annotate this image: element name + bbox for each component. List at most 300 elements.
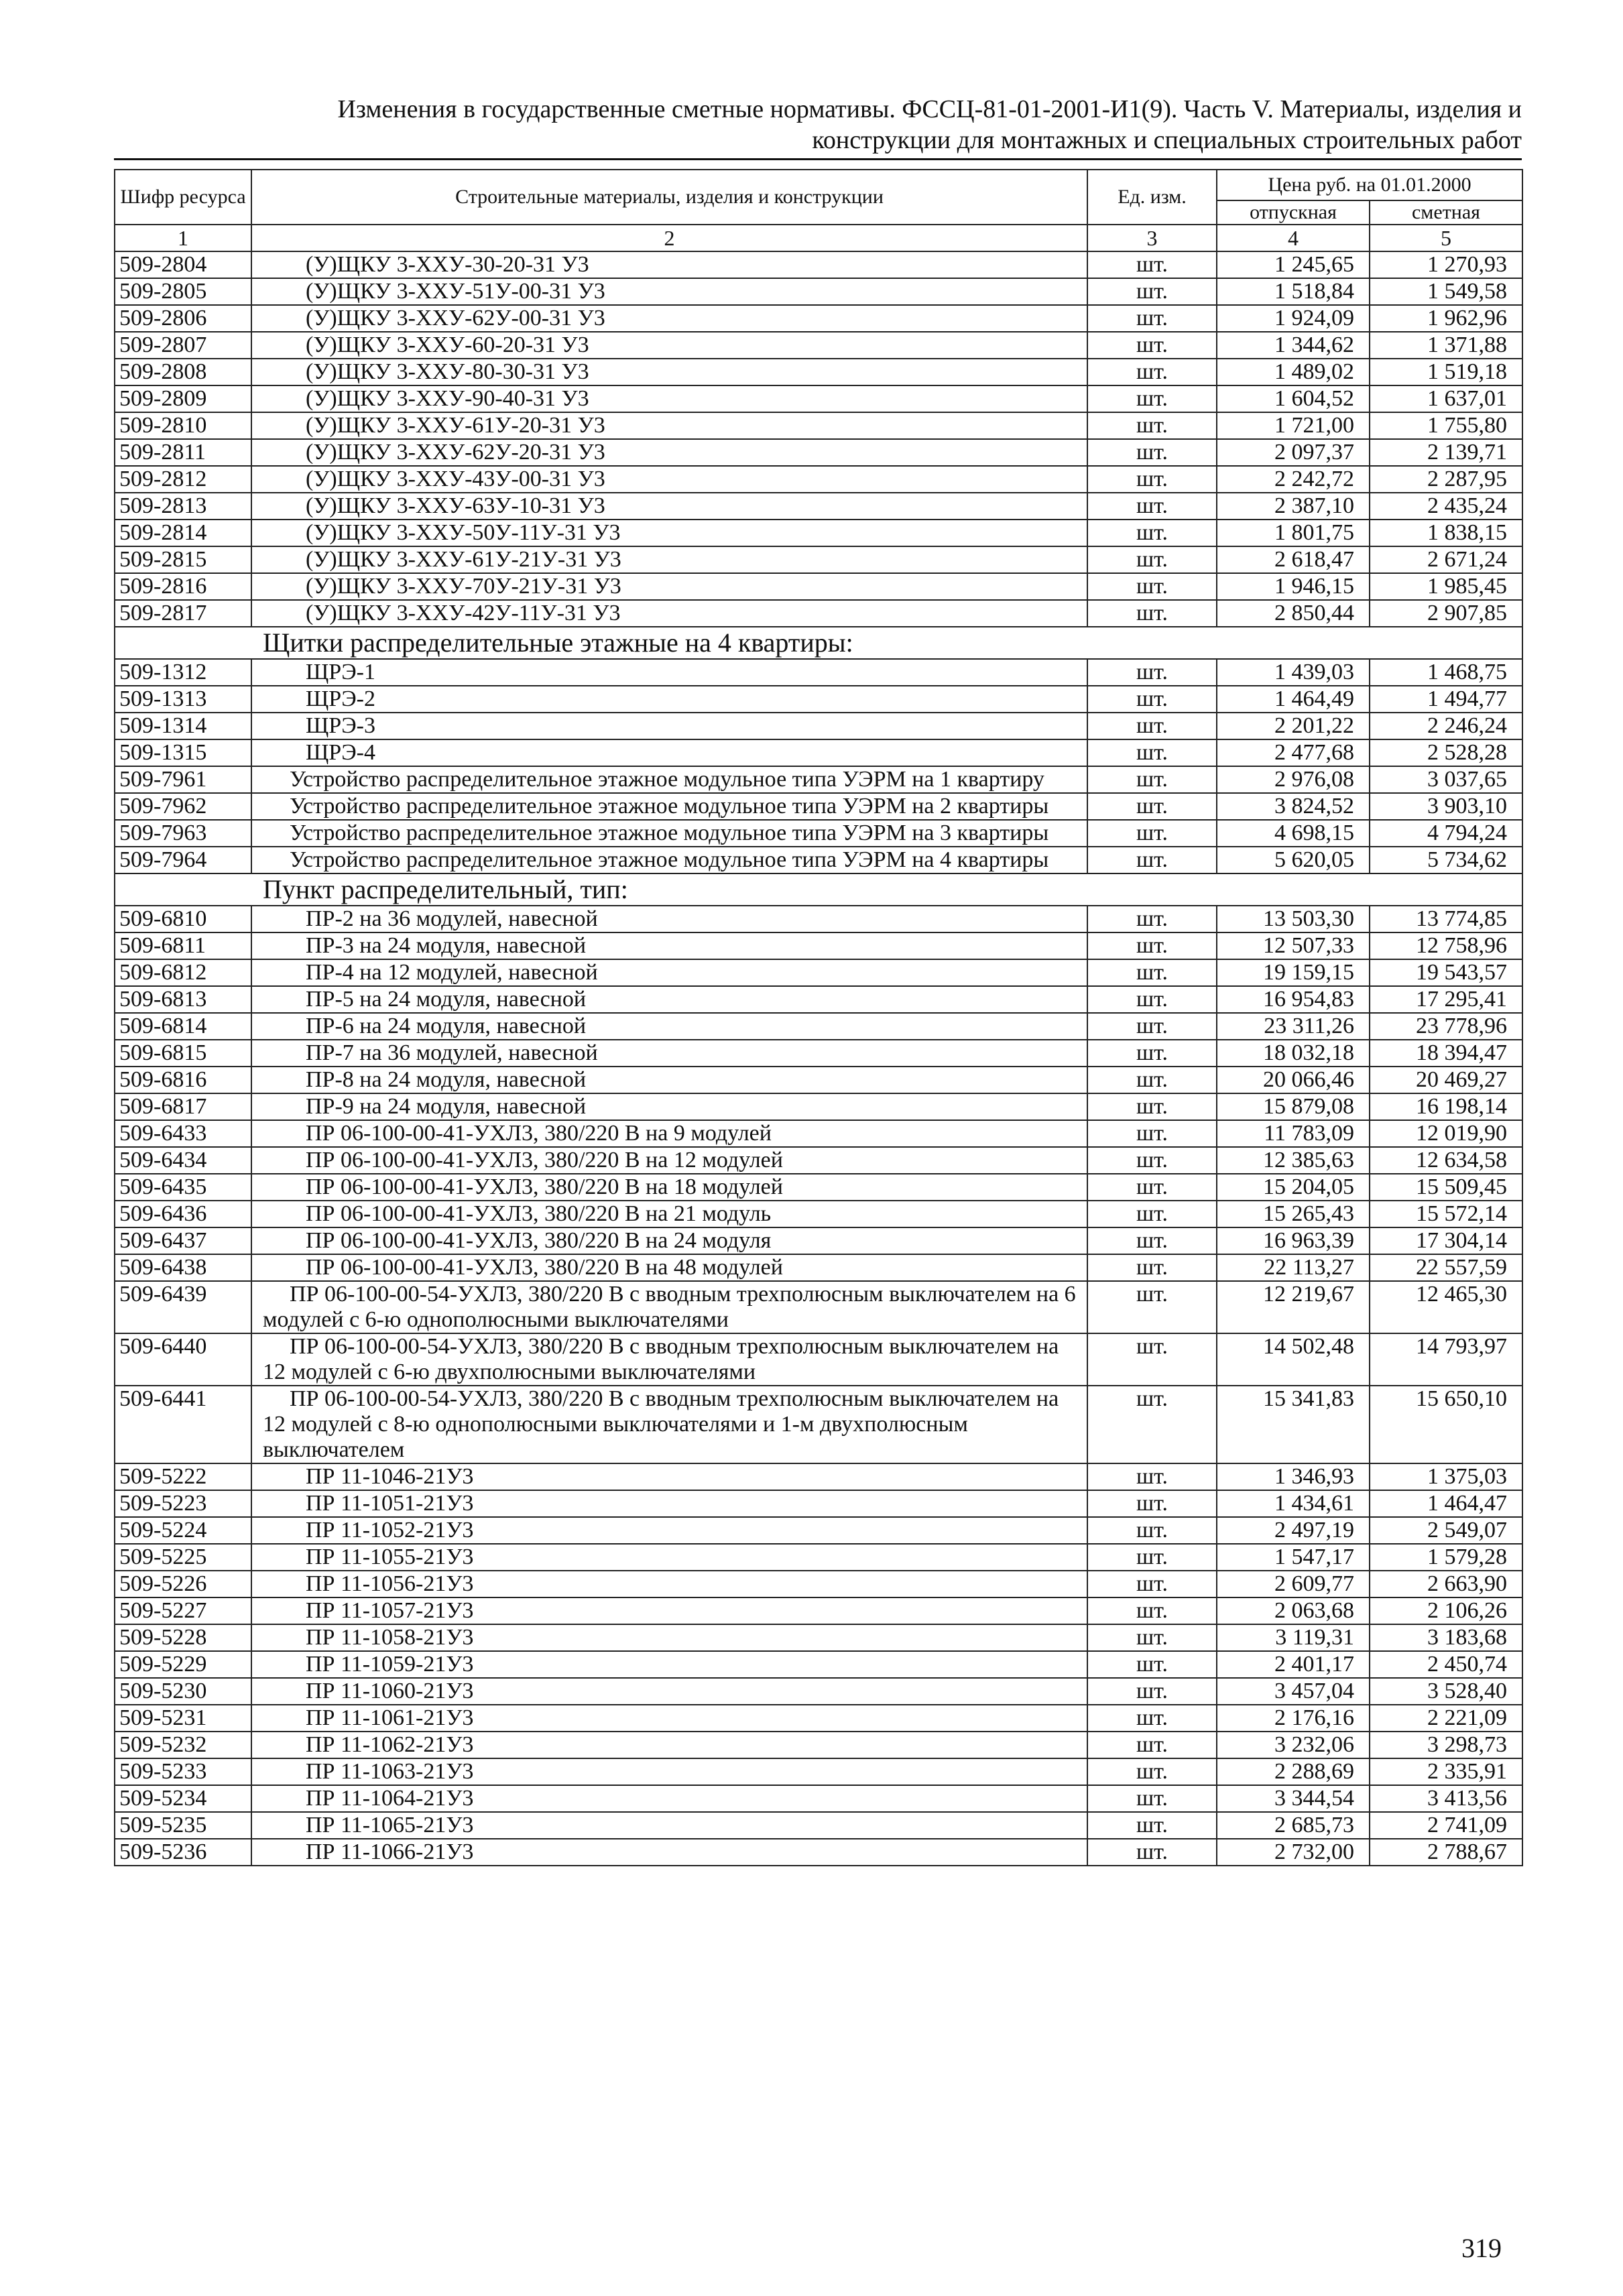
estimate-price: 2 246,24	[1370, 713, 1522, 739]
material-name: ПР 11-1051-21У3	[251, 1490, 1087, 1517]
table-row	[115, 1227, 1522, 1254]
material-name: ПР 11-1052-21У3	[251, 1517, 1087, 1544]
release-price: 18 032,18	[1217, 1040, 1370, 1067]
release-price: 14 502,48	[1217, 1333, 1370, 1386]
table-row	[115, 1705, 1522, 1732]
unit-cell: шт.	[1087, 332, 1217, 359]
estimate-price: 2 139,71	[1370, 439, 1522, 466]
resource-code: 509-2804	[115, 251, 251, 278]
unit-cell: шт.	[1087, 278, 1217, 305]
unit-cell: шт.	[1087, 546, 1217, 573]
release-price: 20 066,46	[1217, 1067, 1370, 1093]
release-price: 2 732,00	[1217, 1839, 1370, 1866]
unit-cell: шт.	[1087, 1013, 1217, 1040]
release-price: 16 963,39	[1217, 1227, 1370, 1254]
unit-cell: шт.	[1087, 1040, 1217, 1067]
release-price: 1 946,15	[1217, 573, 1370, 600]
table-row	[115, 385, 1522, 412]
table-row	[115, 959, 1522, 986]
resource-code: 509-5222	[115, 1463, 251, 1490]
release-price: 3 119,31	[1217, 1624, 1370, 1651]
table-row	[115, 1839, 1522, 1866]
unit-cell: шт.	[1087, 1147, 1217, 1174]
resource-code: 509-6815	[115, 1040, 251, 1067]
table-row	[115, 1013, 1522, 1040]
release-price: 15 341,83	[1217, 1386, 1370, 1463]
material-name: ПР-8 на 24 модуля, навесной	[251, 1067, 1087, 1093]
release-price: 3 824,52	[1217, 793, 1370, 820]
estimate-price: 23 778,96	[1370, 1013, 1522, 1040]
estimate-price: 1 962,96	[1370, 305, 1522, 332]
estimate-price: 1 579,28	[1370, 1544, 1522, 1571]
table-row	[115, 766, 1522, 793]
header-line-2: конструкции для монтажных и специальных строительных работ	[812, 126, 1522, 154]
estimate-price: 12 019,90	[1370, 1120, 1522, 1147]
resource-code: 509-5233	[115, 1758, 251, 1785]
resource-code: 509-2806	[115, 305, 251, 332]
col-number: 5	[1370, 225, 1522, 251]
table-row	[115, 793, 1522, 820]
resource-code: 509-6813	[115, 986, 251, 1013]
material-name: (У)ЩКУ 3-ХХУ-63У-10-31 У3	[251, 493, 1087, 520]
estimate-price: 3 903,10	[1370, 793, 1522, 820]
section-title: Щитки распределительные этажные на 4 квартиры:	[115, 627, 1522, 659]
estimate-price: 15 572,14	[1370, 1201, 1522, 1227]
material-name: ПР-3 на 24 модуля, навесной	[251, 932, 1087, 959]
resource-code: 509-2816	[115, 573, 251, 600]
estimate-price: 2 335,91	[1370, 1758, 1522, 1785]
release-price: 2 201,22	[1217, 713, 1370, 739]
unit-cell: шт.	[1087, 1174, 1217, 1201]
table-row	[115, 1490, 1522, 1517]
release-price: 1 489,02	[1217, 359, 1370, 385]
material-name: ПР-5 на 24 модуля, навесной	[251, 986, 1087, 1013]
unit-cell: шт.	[1087, 1597, 1217, 1624]
unit-cell: шт.	[1087, 439, 1217, 466]
unit-cell: шт.	[1087, 1839, 1217, 1866]
estimate-price: 4 794,24	[1370, 820, 1522, 847]
col-code-header: Шифр ресурса	[115, 170, 251, 225]
unit-cell: шт.	[1087, 906, 1217, 932]
resource-code: 509-5224	[115, 1517, 251, 1544]
unit-cell: шт.	[1087, 520, 1217, 546]
release-price: 1 924,09	[1217, 305, 1370, 332]
release-price: 1 464,49	[1217, 686, 1370, 713]
unit-cell: шт.	[1087, 1544, 1217, 1571]
col-price-header: Цена руб. на 01.01.2000	[1217, 170, 1522, 200]
table-row	[115, 332, 1522, 359]
release-price: 15 265,43	[1217, 1201, 1370, 1227]
unit-cell: шт.	[1087, 1732, 1217, 1758]
estimate-price: 5 734,62	[1370, 847, 1522, 873]
estimate-price: 1 985,45	[1370, 573, 1522, 600]
unit-cell: шт.	[1087, 412, 1217, 439]
resource-code: 509-2809	[115, 385, 251, 412]
release-price: 2 176,16	[1217, 1705, 1370, 1732]
unit-cell: шт.	[1087, 1386, 1217, 1463]
resource-code: 509-2814	[115, 520, 251, 546]
table-row	[115, 932, 1522, 959]
estimate-price: 12 465,30	[1370, 1281, 1522, 1333]
unit-cell: шт.	[1087, 739, 1217, 766]
table-row	[115, 412, 1522, 439]
resource-code: 509-5225	[115, 1544, 251, 1571]
estimate-price: 14 793,97	[1370, 1333, 1522, 1386]
estimate-price: 1 637,01	[1370, 385, 1522, 412]
estimate-price: 2 106,26	[1370, 1597, 1522, 1624]
unit-cell: шт.	[1087, 1812, 1217, 1839]
resource-code: 509-6810	[115, 906, 251, 932]
table-row	[115, 1812, 1522, 1839]
unit-cell: шт.	[1087, 359, 1217, 385]
material-name: (У)ЩКУ 3-ХХУ-43У-00-31 У3	[251, 466, 1087, 493]
unit-cell: шт.	[1087, 1624, 1217, 1651]
table-row	[115, 1785, 1522, 1812]
estimate-price: 3 298,73	[1370, 1732, 1522, 1758]
table-row	[115, 466, 1522, 493]
resource-code: 509-5232	[115, 1732, 251, 1758]
resource-code: 509-6817	[115, 1093, 251, 1120]
unit-cell: шт.	[1087, 1227, 1217, 1254]
resource-code: 509-2807	[115, 332, 251, 359]
material-name: ПР-2 на 36 модулей, навесной	[251, 906, 1087, 932]
estimate-price: 1 755,80	[1370, 412, 1522, 439]
release-price: 23 311,26	[1217, 1013, 1370, 1040]
unit-cell: шт.	[1087, 1333, 1217, 1386]
resource-code: 509-6435	[115, 1174, 251, 1201]
unit-cell: шт.	[1087, 659, 1217, 686]
unit-cell: шт.	[1087, 986, 1217, 1013]
release-price: 2 685,73	[1217, 1812, 1370, 1839]
page-number: 319	[1461, 2233, 1502, 2263]
table-row	[115, 520, 1522, 546]
material-name: (У)ЩКУ 3-ХХУ-80-30-31 У3	[251, 359, 1087, 385]
resource-code: 509-6433	[115, 1120, 251, 1147]
resource-code: 509-7961	[115, 766, 251, 793]
resource-code: 509-7963	[115, 820, 251, 847]
unit-cell: шт.	[1087, 1705, 1217, 1732]
release-price: 2 609,77	[1217, 1571, 1370, 1597]
table-header	[115, 170, 1522, 251]
table-row	[115, 1651, 1522, 1678]
release-price: 1 439,03	[1217, 659, 1370, 686]
unit-cell: шт.	[1087, 793, 1217, 820]
table-row	[115, 1120, 1522, 1147]
resource-code: 509-5234	[115, 1785, 251, 1812]
unit-cell: шт.	[1087, 1201, 1217, 1227]
resource-code: 509-5235	[115, 1812, 251, 1839]
release-price: 11 783,09	[1217, 1120, 1370, 1147]
material-name: Устройство распределительное этажное модульное типа УЭРМ на 2 квартиры	[251, 793, 1087, 820]
release-price: 1 518,84	[1217, 278, 1370, 305]
material-name: ПР 11-1065-21У3	[251, 1812, 1087, 1839]
material-name: (У)ЩКУ 3-ХХУ-61У-21У-31 У3	[251, 546, 1087, 573]
estimate-price: 2 221,09	[1370, 1705, 1522, 1732]
resource-code: 509-2812	[115, 466, 251, 493]
estimate-price: 3 528,40	[1370, 1678, 1522, 1705]
release-price: 5 620,05	[1217, 847, 1370, 873]
table-row	[115, 359, 1522, 385]
unit-cell: шт.	[1087, 1067, 1217, 1093]
resource-code: 509-7962	[115, 793, 251, 820]
release-price: 2 097,37	[1217, 439, 1370, 466]
table-row	[115, 1463, 1522, 1490]
table-row	[115, 820, 1522, 847]
resource-code: 509-6440	[115, 1333, 251, 1386]
estimate-price: 16 198,14	[1370, 1093, 1522, 1120]
table-row	[115, 1758, 1522, 1785]
material-name: ПР 11-1046-21У3	[251, 1463, 1087, 1490]
resource-code: 509-1315	[115, 739, 251, 766]
estimate-price: 20 469,27	[1370, 1067, 1522, 1093]
material-name: (У)ЩКУ 3-ХХУ-61У-20-31 У3	[251, 412, 1087, 439]
table-row	[115, 847, 1522, 873]
resource-code: 509-5228	[115, 1624, 251, 1651]
resource-code: 509-1313	[115, 686, 251, 713]
material-name: ПР-4 на 12 модулей, навесной	[251, 959, 1087, 986]
col-number: 1	[115, 225, 251, 251]
table-row	[115, 493, 1522, 520]
estimate-price: 2 435,24	[1370, 493, 1522, 520]
estimate-price: 1 838,15	[1370, 520, 1522, 546]
resource-code: 509-2810	[115, 412, 251, 439]
resource-code: 509-7964	[115, 847, 251, 873]
table-row	[115, 573, 1522, 600]
material-name: ПР 11-1061-21У3	[251, 1705, 1087, 1732]
estimate-price: 1 519,18	[1370, 359, 1522, 385]
col-release-header: отпускная	[1217, 200, 1370, 225]
material-name: (У)ЩКУ 3-ХХУ-70У-21У-31 У3	[251, 573, 1087, 600]
material-name: ЩРЭ-2	[251, 686, 1087, 713]
resource-code: 509-6438	[115, 1254, 251, 1281]
release-price: 2 387,10	[1217, 493, 1370, 520]
unit-cell: шт.	[1087, 766, 1217, 793]
resource-code: 509-2817	[115, 600, 251, 627]
resource-code: 509-6814	[115, 1013, 251, 1040]
estimate-price: 12 758,96	[1370, 932, 1522, 959]
estimate-price: 15 650,10	[1370, 1386, 1522, 1463]
table-row	[115, 1067, 1522, 1093]
unit-cell: шт.	[1087, 1571, 1217, 1597]
release-price: 15 204,05	[1217, 1174, 1370, 1201]
estimate-price: 3 413,56	[1370, 1785, 1522, 1812]
release-price: 19 159,15	[1217, 959, 1370, 986]
resource-code: 509-6816	[115, 1067, 251, 1093]
table-row	[115, 739, 1522, 766]
material-name: ПР 11-1058-21У3	[251, 1624, 1087, 1651]
material-name: ПР 06-100-00-54-УХЛ3, 380/220 В с вводным трехполюсным выключателем на 12 модулей с 6-ю двухполюсными выключателями	[251, 1333, 1087, 1386]
estimate-price: 2 907,85	[1370, 600, 1522, 627]
estimate-price: 3 183,68	[1370, 1624, 1522, 1651]
release-price: 2 618,47	[1217, 546, 1370, 573]
estimate-price: 1 270,93	[1370, 251, 1522, 278]
material-name: (У)ЩКУ 3-ХХУ-62У-20-31 У3	[251, 439, 1087, 466]
table-row	[115, 305, 1522, 332]
material-name: ПР 06-100-00-41-УХЛ3, 380/220 В на 48 модулей	[251, 1254, 1087, 1281]
material-name: ЩРЭ-1	[251, 659, 1087, 686]
release-price: 16 954,83	[1217, 986, 1370, 1013]
col-number: 3	[1087, 225, 1217, 251]
unit-cell: шт.	[1087, 959, 1217, 986]
release-price: 3 232,06	[1217, 1732, 1370, 1758]
material-name: (У)ЩКУ 3-ХХУ-30-20-31 У3	[251, 251, 1087, 278]
material-name: ПР 11-1064-21У3	[251, 1785, 1087, 1812]
estimate-price: 2 741,09	[1370, 1812, 1522, 1839]
material-name: ПР 06-100-00-41-УХЛ3, 380/220 В на 21 модуль	[251, 1201, 1087, 1227]
resource-code: 509-2813	[115, 493, 251, 520]
table-row	[115, 986, 1522, 1013]
material-name: ПР 11-1059-21У3	[251, 1651, 1087, 1678]
table-row	[115, 600, 1522, 627]
estimate-price: 22 557,59	[1370, 1254, 1522, 1281]
material-name: ЩРЭ-3	[251, 713, 1087, 739]
table-row	[115, 1093, 1522, 1120]
resource-code: 509-6812	[115, 959, 251, 986]
unit-cell: шт.	[1087, 305, 1217, 332]
unit-cell: шт.	[1087, 686, 1217, 713]
material-name: ПР 06-100-00-41-УХЛ3, 380/220 В на 18 модулей	[251, 1174, 1087, 1201]
material-name: ПР 11-1057-21У3	[251, 1597, 1087, 1624]
estimate-price: 2 788,67	[1370, 1839, 1522, 1866]
header-line-1: Изменения в государственные сметные нормативы. ФССЦ-81-01-2001-И1(9). Часть V. Материалы, изделия и	[337, 95, 1522, 123]
resource-code: 509-5229	[115, 1651, 251, 1678]
resource-code: 509-6441	[115, 1386, 251, 1463]
material-name: ПР 11-1062-21У3	[251, 1732, 1087, 1758]
price-table	[114, 169, 1523, 1866]
resource-code: 509-5231	[115, 1705, 251, 1732]
material-name: ПР 11-1063-21У3	[251, 1758, 1087, 1785]
header-rule	[114, 158, 1522, 160]
unit-cell: шт.	[1087, 820, 1217, 847]
table-row	[115, 1201, 1522, 1227]
table-row	[115, 1571, 1522, 1597]
table-row	[115, 1597, 1522, 1624]
unit-cell: шт.	[1087, 251, 1217, 278]
resource-code: 509-1312	[115, 659, 251, 686]
unit-cell: шт.	[1087, 1651, 1217, 1678]
unit-cell: шт.	[1087, 1678, 1217, 1705]
release-price: 2 288,69	[1217, 1758, 1370, 1785]
estimate-price: 1 375,03	[1370, 1463, 1522, 1490]
table-row	[115, 1281, 1522, 1333]
estimate-price: 2 528,28	[1370, 739, 1522, 766]
col-name-header: Строительные материалы, изделия и конструкции	[251, 170, 1087, 225]
release-price: 2 850,44	[1217, 600, 1370, 627]
unit-cell: шт.	[1087, 1463, 1217, 1490]
estimate-price: 1 468,75	[1370, 659, 1522, 686]
release-price: 1 245,65	[1217, 251, 1370, 278]
page-header	[114, 94, 1522, 156]
material-name: ПР 11-1055-21У3	[251, 1544, 1087, 1571]
unit-cell: шт.	[1087, 493, 1217, 520]
estimate-price: 13 774,85	[1370, 906, 1522, 932]
release-price: 22 113,27	[1217, 1254, 1370, 1281]
unit-cell: шт.	[1087, 1517, 1217, 1544]
table-row	[115, 1040, 1522, 1067]
material-name: (У)ЩКУ 3-ХХУ-51У-00-31 У3	[251, 278, 1087, 305]
table-row	[115, 1624, 1522, 1651]
estimate-price: 1 464,47	[1370, 1490, 1522, 1517]
resource-code: 509-2811	[115, 439, 251, 466]
release-price: 3 344,54	[1217, 1785, 1370, 1812]
table-row	[115, 1517, 1522, 1544]
release-price: 12 507,33	[1217, 932, 1370, 959]
resource-code: 509-6811	[115, 932, 251, 959]
material-name: ПР 11-1066-21У3	[251, 1839, 1087, 1866]
unit-cell: шт.	[1087, 1281, 1217, 1333]
release-price: 15 879,08	[1217, 1093, 1370, 1120]
release-price: 2 401,17	[1217, 1651, 1370, 1678]
release-price: 2 976,08	[1217, 766, 1370, 793]
release-price: 2 063,68	[1217, 1597, 1370, 1624]
table-body	[115, 251, 1522, 1866]
resource-code: 509-5226	[115, 1571, 251, 1597]
material-name: Устройство распределительное этажное модульное типа УЭРМ на 3 квартиры	[251, 820, 1087, 847]
section-row	[115, 627, 1522, 659]
estimate-price: 2 450,74	[1370, 1651, 1522, 1678]
unit-cell: шт.	[1087, 573, 1217, 600]
col-number: 2	[251, 225, 1087, 251]
release-price: 1 721,00	[1217, 412, 1370, 439]
material-name: ПР 06-100-00-54-УХЛ3, 380/220 В с вводным трехполюсным выключателем на 6 модулей с 6-ю однополюсными выключателями	[251, 1281, 1087, 1333]
table-row	[115, 1732, 1522, 1758]
resource-code: 509-2805	[115, 278, 251, 305]
table-row	[115, 1174, 1522, 1201]
material-name: (У)ЩКУ 3-ХХУ-62У-00-31 У3	[251, 305, 1087, 332]
unit-cell: шт.	[1087, 713, 1217, 739]
release-price: 13 503,30	[1217, 906, 1370, 932]
estimate-price: 15 509,45	[1370, 1174, 1522, 1201]
estimate-price: 2 663,90	[1370, 1571, 1522, 1597]
estimate-price: 19 543,57	[1370, 959, 1522, 986]
unit-cell: шт.	[1087, 1490, 1217, 1517]
unit-cell: шт.	[1087, 600, 1217, 627]
unit-cell: шт.	[1087, 385, 1217, 412]
estimate-price: 18 394,47	[1370, 1040, 1522, 1067]
resource-code: 509-5236	[115, 1839, 251, 1866]
release-price: 12 385,63	[1217, 1147, 1370, 1174]
release-price: 3 457,04	[1217, 1678, 1370, 1705]
release-price: 1 434,61	[1217, 1490, 1370, 1517]
material-name: ПР 06-100-00-54-УХЛ3, 380/220 В с вводным трехполюсным выключателем на 12 модулей с 8-ю однополюсными выключателями и 1-м двухполюсным выключателем	[251, 1386, 1087, 1463]
resource-code: 509-1314	[115, 713, 251, 739]
unit-cell: шт.	[1087, 1093, 1217, 1120]
estimate-price: 2 287,95	[1370, 466, 1522, 493]
material-name: (У)ЩКУ 3-ХХУ-42У-11У-31 У3	[251, 600, 1087, 627]
table-row	[115, 1678, 1522, 1705]
material-name: Устройство распределительное этажное модульное типа УЭРМ на 4 квартиры	[251, 847, 1087, 873]
resource-code: 509-2815	[115, 546, 251, 573]
material-name: ПР-6 на 24 модуля, навесной	[251, 1013, 1087, 1040]
table-row	[115, 1333, 1522, 1386]
resource-code: 509-6434	[115, 1147, 251, 1174]
table-row	[115, 1544, 1522, 1571]
estimate-price: 1 549,58	[1370, 278, 1522, 305]
release-price: 1 801,75	[1217, 520, 1370, 546]
estimate-price: 2 671,24	[1370, 546, 1522, 573]
unit-cell: шт.	[1087, 847, 1217, 873]
unit-cell: шт.	[1087, 1254, 1217, 1281]
material-name: (У)ЩКУ 3-ХХУ-60-20-31 У3	[251, 332, 1087, 359]
unit-cell: шт.	[1087, 1758, 1217, 1785]
table-row	[115, 713, 1522, 739]
resource-code: 509-5223	[115, 1490, 251, 1517]
resource-code: 509-5230	[115, 1678, 251, 1705]
release-price: 1 604,52	[1217, 385, 1370, 412]
release-price: 2 477,68	[1217, 739, 1370, 766]
table-row	[115, 278, 1522, 305]
estimate-price: 1 494,77	[1370, 686, 1522, 713]
